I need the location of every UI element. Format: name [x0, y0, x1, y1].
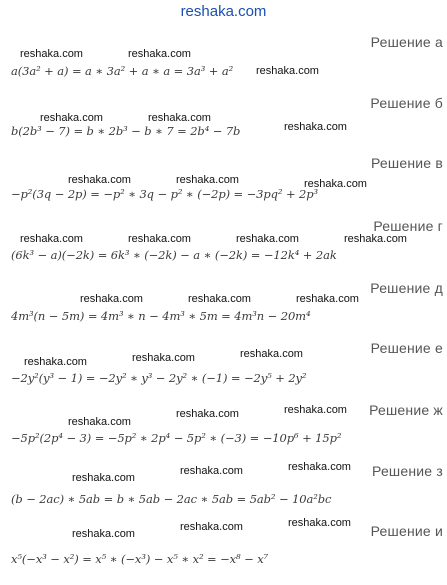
watermark: reshaka.com [132, 352, 195, 364]
watermark: reshaka.com [344, 233, 407, 245]
watermark: reshaka.com [256, 65, 319, 77]
solution-title: Решение а [370, 34, 443, 50]
watermark: reshaka.com [284, 404, 347, 416]
watermark: reshaka.com [180, 521, 243, 533]
solution-formula: −5p²(2p⁴ − 3) = −5p² ∗ 2p⁴ − 5p² ∗ (−3) = −10p⁶ + 15p² [11, 431, 342, 445]
solution-title: Решение д [370, 280, 443, 296]
solution-title: Решение е [370, 340, 443, 356]
watermark: reshaka.com [180, 465, 243, 477]
site-header: reshaka.com [180, 3, 267, 20]
solution-title: Решение г [373, 218, 443, 234]
watermark: reshaka.com [72, 472, 135, 484]
solution-title: Решение и [370, 523, 443, 539]
solution-zh [0, 402, 447, 464]
solution-d [0, 280, 447, 342]
watermark: reshaka.com [24, 356, 87, 368]
solution-z [0, 463, 447, 525]
watermark: reshaka.com [72, 528, 135, 540]
watermark: reshaka.com [176, 174, 239, 186]
watermark: reshaka.com [288, 461, 351, 473]
watermark: reshaka.com [236, 233, 299, 245]
solution-title: Решение ж [369, 402, 443, 418]
watermark: reshaka.com [20, 233, 83, 245]
solution-formula: b(2b³ − 7) = b ∗ 2b³ − b ∗ 7 = 2b⁴ − 7b [11, 124, 241, 138]
watermark: reshaka.com [288, 517, 351, 529]
watermark: reshaka.com [20, 48, 83, 60]
solution-formula: (6k³ − a)(−2k) = 6k³ ∗ (−2k) − a ∗ (−2k) = −12k⁴ + 2ak [11, 248, 337, 262]
solution-title: Решение в [371, 155, 443, 171]
watermark: reshaka.com [80, 293, 143, 305]
solution-b [0, 95, 447, 157]
watermark: reshaka.com [128, 233, 191, 245]
solution-g [0, 218, 447, 280]
watermark: reshaka.com [240, 348, 303, 360]
solution-formula: (b − 2ac) ∗ 5ab = b ∗ 5ab − 2ac ∗ 5ab = 5ab² − 10a²bc [11, 492, 332, 506]
solution-e [0, 340, 447, 402]
watermark: reshaka.com [128, 48, 191, 60]
watermark: reshaka.com [304, 178, 367, 190]
solution-formula: a(3a² + a) = a ∗ 3a² + a ∗ a = 3a³ + a² [11, 64, 234, 78]
watermark: reshaka.com [68, 416, 131, 428]
solution-formula: x⁵(−x³ − x²) = x⁵ ∗ (−x³) − x⁵ ∗ x² = −x⁸ − x⁷ [11, 552, 269, 566]
solution-title: Решение з [372, 463, 443, 479]
solution-v [0, 155, 447, 217]
watermark: reshaka.com [40, 112, 103, 124]
solution-title: Решение б [370, 95, 443, 111]
solution-formula: −p²(3q − 2p) = −p² ∗ 3q − p² ∗ (−2p) = −3pq² + 2p³ [11, 187, 319, 201]
solution-a [0, 34, 447, 96]
watermark: reshaka.com [176, 408, 239, 420]
solution-formula: 4m³(n − 5m) = 4m³ ∗ n − 4m³ ∗ 5m = 4m³n − 20m⁴ [11, 309, 311, 323]
solution-formula: −2y²(y³ − 1) = −2y² ∗ y³ − 2y² ∗ (−1) = −2y⁵ + 2y² [11, 371, 307, 385]
watermark: reshaka.com [296, 293, 359, 305]
watermark: reshaka.com [284, 121, 347, 133]
watermark: reshaka.com [148, 112, 211, 124]
watermark: reshaka.com [188, 293, 251, 305]
watermark: reshaka.com [68, 174, 131, 186]
solution-i [0, 517, 447, 585]
